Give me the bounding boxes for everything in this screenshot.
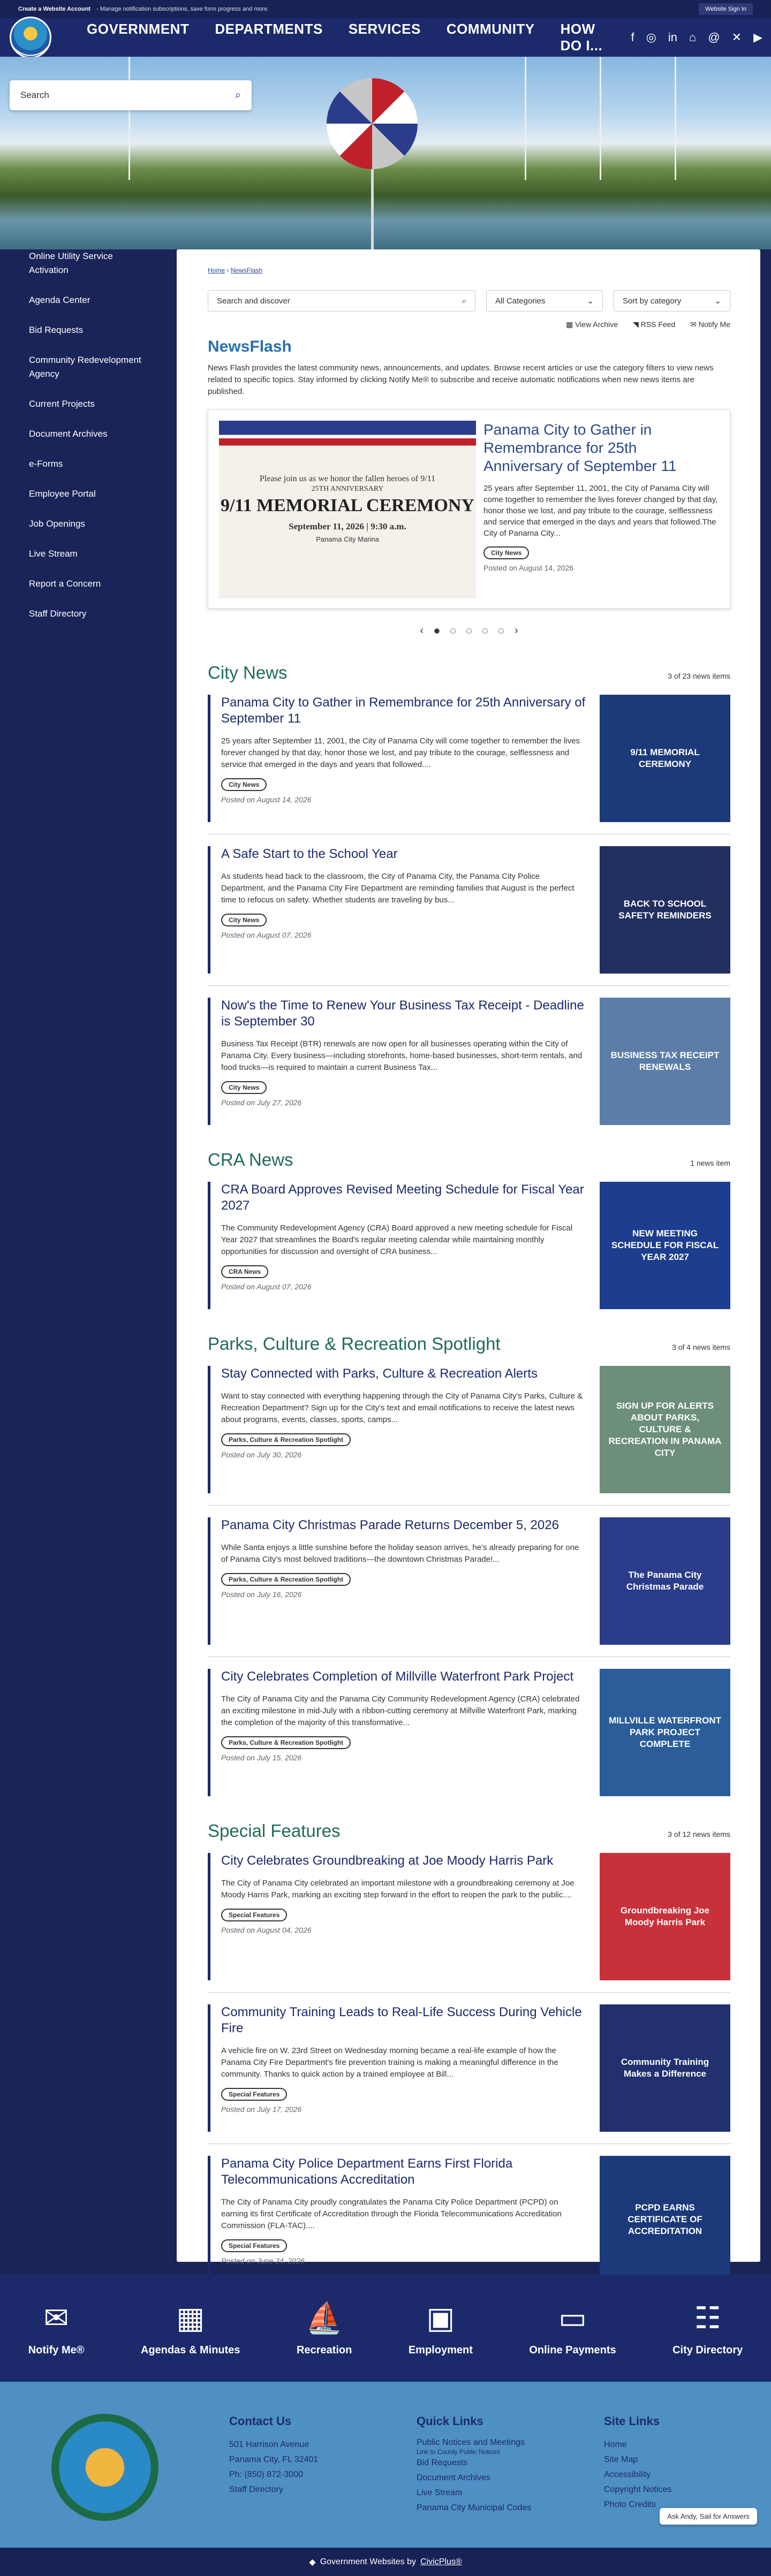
- news-item-body: [221, 2004, 586, 2132]
- sailboat-mast: [128, 57, 130, 180]
- main-nav: [74, 21, 631, 54]
- page-title: NewsFlash: [208, 338, 292, 355]
- category-select-value: All Categories: [495, 296, 546, 306]
- sidebar-item-eforms[interactable]: e-Forms: [29, 459, 63, 469]
- quick-link-label: City Directory: [672, 2344, 743, 2356]
- calendar-icon: ▦: [176, 2300, 205, 2335]
- news-item-body: [221, 695, 586, 822]
- news-item-summary: While Santa enjoys a little sunshine before the holiday season arrives, he's already preparing for one of Panama City's most beloved traditions—the downtown Christmas Parade!...: [221, 1543, 579, 1564]
- category-badge[interactable]: Special Features: [221, 2239, 287, 2252]
- section-title[interactable]: City News: [208, 663, 288, 682]
- address-line: 501 Harrison Avenue: [229, 2440, 309, 2449]
- view-archive-link[interactable]: [566, 320, 618, 329]
- pinwheel-pole: [371, 164, 374, 249]
- news-item-summary: The City of Panama City proudly congratulates the Panama City Police Department (PCPD) on earning its first Certificate of Accreditation through the Florida Telecommunications Accreditation Commission (FLA-TAC)....: [221, 2198, 562, 2230]
- carousel-controls: [208, 625, 730, 637]
- quick-link-recreation[interactable]: [297, 2300, 352, 2357]
- divider: [208, 1992, 730, 1993]
- section-count: 1 news item: [690, 1159, 730, 1167]
- news-item-body: [221, 1182, 586, 1309]
- quick-links-column: [417, 2414, 531, 2516]
- news-item-title[interactable]: Stay Connected with Parks, Culture & Recreation Alerts: [221, 1366, 538, 1381]
- divider: [208, 985, 730, 986]
- site-map-link[interactable]: Site Map: [604, 2455, 638, 2464]
- phone-line[interactable]: Ph: (850) 872-3000: [229, 2470, 303, 2479]
- nav-community[interactable]: COMMUNITY: [446, 21, 535, 37]
- news-item[interactable]: [208, 846, 730, 974]
- hero-banner: [0, 57, 771, 249]
- quick-link-agendas[interactable]: [141, 2300, 240, 2357]
- news-item-thumbnail[interactable]: [600, 2004, 730, 2132]
- archive-icon: ▦: [565, 320, 576, 329]
- featured-text: [483, 421, 719, 597]
- sidebar-nav: [0, 249, 177, 637]
- sidebar-item-staff-directory[interactable]: Staff Directory: [29, 609, 87, 619]
- news-item-body: [221, 1853, 586, 1980]
- posted-date: Posted on July 16, 2026: [221, 1590, 302, 1599]
- news-item-title[interactable]: Now's the Time to Renew Your Business Tax Receipt - Deadline is September 30: [221, 998, 584, 1029]
- thumbnail-caption: BUSINESS TAX RECEIPT RENEWALS: [610, 1050, 720, 1072]
- thumbnail-caption: BACK TO SCHOOL SAFETY REMINDERS: [618, 899, 712, 921]
- public-notices-link[interactable]: Public Notices and Meetings: [417, 2438, 525, 2447]
- briefcase-icon: ▣: [426, 2300, 455, 2335]
- posted-date: Posted on August 14, 2026: [483, 564, 574, 572]
- chevron-down-icon: ⌄: [714, 297, 721, 306]
- news-item-thumbnail[interactable]: [600, 2156, 730, 2283]
- sidebar-item-live-stream[interactable]: Live Stream: [29, 549, 78, 559]
- breadcrumb-current[interactable]: NewsFlash: [230, 267, 263, 274]
- news-item-summary: The City of Panama City celebrated an important milestone with a groundbreaking ceremony at Joe Moody Harris Park, marking an exciting step forward in the effort to reopen the park to the public....: [221, 1879, 575, 1899]
- thumbnail-caption: Groundbreaking Joe Moody Harris Park: [620, 1905, 710, 1927]
- bid-requests-link[interactable]: Bid Requests: [417, 2458, 468, 2467]
- featured-image: [219, 421, 476, 598]
- section-title[interactable]: CRA News: [208, 1150, 293, 1169]
- nav-departments[interactable]: DEPARTMENTS: [215, 21, 323, 37]
- powered-by-bar: [0, 2548, 771, 2576]
- news-item[interactable]: [208, 2004, 730, 2132]
- sidebar-item-job-openings[interactable]: Job Openings: [29, 519, 85, 529]
- featured-summary: 25 years after September 11, 2001, the City of Panama City will come together to remember the lives forever changed by that day, honor those we lost, and pay tribute to the courage, selflessness and service that emerged in the days and years that followed.The City of Panama City...: [483, 484, 718, 538]
- sailboat-mast: [525, 57, 526, 180]
- sidebar-item-cra[interactable]: Community Redevelopment Agency: [29, 355, 141, 379]
- divider: [208, 1505, 730, 1506]
- quick-link-label: Notify Me®: [28, 2344, 85, 2356]
- news-item-thumbnail[interactable]: [600, 1669, 730, 1796]
- quick-link-label: Employment: [408, 2344, 473, 2356]
- news-item-title[interactable]: Panama City Christmas Parade Returns December 5, 2026: [221, 1518, 559, 1532]
- rss-icon: ◥: [633, 320, 641, 329]
- sidebar-item-bid-requests[interactable]: Bid Requests: [29, 325, 84, 335]
- filter-bar: [208, 290, 730, 311]
- quick-link-bar: [0, 2275, 771, 2382]
- chat-widget[interactable]: Ask Andy, Sail for Answers: [660, 2508, 757, 2525]
- page-intro: News Flash provides the latest community news, announcements, and updates. Browse recent articles or use the category filters to view news related to specific topics. Stay informed by clicking Notify Me® to subscribe and receive automatic notifications when new news items are published.: [208, 363, 714, 396]
- youtube-icon[interactable]: ▶: [753, 31, 762, 44]
- carousel-dot[interactable]: [482, 628, 488, 634]
- category-badge[interactable]: Special Features: [221, 2088, 287, 2101]
- search-icon[interactable]: ⌕: [235, 89, 241, 101]
- featured-image-subtitle: Please join us as we honor the fallen heroes of 9/11: [259, 474, 436, 483]
- section-count: 3 of 23 news items: [668, 672, 730, 680]
- site-header: [0, 18, 771, 57]
- news-item-body: [221, 2156, 586, 2283]
- section-count: 3 of 4 news items: [672, 1343, 730, 1351]
- carousel-dot[interactable]: [450, 628, 456, 634]
- news-item-body: [221, 1366, 586, 1493]
- section-count: 3 of 12 news items: [668, 1830, 730, 1838]
- quick-links-heading: Quick Links: [417, 2414, 483, 2428]
- rss-feed-label: RSS Feed: [640, 320, 676, 329]
- sailboat-icon: ⛵: [305, 2300, 343, 2335]
- news-actions: [208, 320, 730, 329]
- x-icon[interactable]: ✕: [731, 31, 742, 44]
- pinwheel-image: [327, 78, 418, 169]
- account-message: [18, 6, 269, 12]
- category-select[interactable]: [486, 290, 603, 311]
- carousel-dot[interactable]: [498, 628, 504, 634]
- nav-services[interactable]: SERVICES: [348, 21, 421, 37]
- section-header: [208, 1334, 730, 1354]
- contact-column: [229, 2414, 318, 2497]
- news-item-summary: The Community Redevelopment Agency (CRA) Board approved a new meeting schedule for Fiscal Year 2027 that streamlines the Board's regular meeting calendar while maintaining monthly opportunities for discussion and oversight of CRA business...: [221, 1224, 573, 1256]
- section-title[interactable]: Parks, Culture & Recreation Spotlight: [208, 1334, 501, 1354]
- news-item-summary: The City of Panama City and the Panama City Community Redevelopment Agency (CRA) celebrated an exciting milestone in mid-July with a ribbon-cutting ceremony at Millville Waterfront Park, marking the completion of the majority of this transformative...: [221, 1694, 580, 1727]
- social-links: [631, 31, 762, 44]
- chevron-right-icon[interactable]: ›: [515, 625, 518, 636]
- news-item[interactable]: [208, 1669, 730, 1796]
- quick-link-employment[interactable]: [409, 2300, 473, 2357]
- thumbnail-caption: 9/11 MEMORIAL CEREMONY: [630, 747, 700, 769]
- thumbnail-caption: NEW MEETING SCHEDULE FOR FISCAL YEAR 2027: [611, 1228, 719, 1262]
- news-item-body: [221, 998, 586, 1125]
- search-icon[interactable]: ⌕: [462, 296, 466, 306]
- posted-date: Posted on August 07, 2026: [221, 1282, 312, 1291]
- carousel-dot[interactable]: [434, 628, 440, 634]
- posted-date: Posted on July 27, 2026: [221, 1098, 302, 1107]
- news-item[interactable]: [208, 998, 730, 1125]
- posted-date: Posted on August 04, 2026: [221, 1926, 312, 1934]
- posted-date: Posted on July 15, 2026: [221, 1753, 302, 1762]
- sailboat-mast: [675, 57, 676, 180]
- city-line: Panama City, FL 32401: [229, 2455, 319, 2464]
- site-footer: [0, 2382, 771, 2548]
- category-badge[interactable]: Parks, Culture & Recreation Spotlight: [221, 1736, 351, 1749]
- live-stream-link[interactable]: Live Stream: [417, 2488, 463, 2497]
- linkedin-icon[interactable]: in: [668, 31, 677, 44]
- category-badge[interactable]: City News: [221, 914, 267, 926]
- news-item-title[interactable]: Panama City to Gather in Remembrance for 25th Anniversary of September 11: [221, 695, 586, 726]
- news-section: [208, 1334, 730, 1796]
- news-item-body: [221, 1517, 586, 1645]
- featured-image-tag: 25TH ANNIVERSARY: [311, 485, 384, 493]
- civicplus-icon: ◆: [309, 2557, 316, 2567]
- news-item-thumbnail[interactable]: [600, 1517, 730, 1645]
- posted-date: Posted on July 17, 2026: [221, 2105, 302, 2114]
- news-item-title[interactable]: CRA Board Approves Revised Meeting Schedule for Fiscal Year 2027: [221, 1182, 584, 1213]
- city-logo[interactable]: [10, 17, 51, 58]
- site-links-column: [604, 2414, 671, 2512]
- news-section: [208, 663, 730, 1125]
- search-input[interactable]: Search: [20, 90, 49, 100]
- notify-me-label: Notify Me: [698, 320, 730, 329]
- site-search[interactable]: [10, 80, 252, 110]
- news-item-body: [221, 1669, 586, 1796]
- news-item-thumbnail[interactable]: [600, 695, 730, 822]
- section-header: [208, 1821, 730, 1841]
- category-badge[interactable]: City News: [483, 546, 529, 559]
- news-item-title[interactable]: Panama City Police Department Earns First Florida Telecommunications Accreditation: [221, 2156, 513, 2187]
- thumbnail-caption: SIGN UP FOR ALERTS ABOUT PARKS, CULTURE & RECREATION IN PANAMA CITY: [608, 1401, 722, 1458]
- news-item-thumbnail[interactable]: [600, 846, 730, 974]
- news-item[interactable]: [208, 695, 730, 822]
- thumbnail-caption: MILLVILLE WATERFRONT PARK PROJECT COMPLETE: [609, 1715, 721, 1749]
- notify-me-link[interactable]: [690, 320, 730, 329]
- news-item-title[interactable]: Community Training Leads to Real-Life Success During Vehicle Fire: [221, 2005, 582, 2035]
- sidebar-item-document-archives[interactable]: Document Archives: [29, 429, 108, 439]
- news-item[interactable]: [208, 1517, 730, 1645]
- news-item-body: [221, 846, 586, 974]
- news-section: [208, 1821, 730, 2283]
- divider: [208, 1656, 730, 1657]
- county-notices-link[interactable]: Link to County Public Notices: [417, 2448, 501, 2456]
- create-account-link[interactable]: Create a Website Account: [18, 6, 91, 12]
- news-item-title[interactable]: A Safe Start to the School Year: [221, 847, 398, 861]
- section-title[interactable]: Special Features: [208, 1821, 341, 1841]
- breadcrumb: Home › NewsFlash: [208, 267, 263, 274]
- news-item[interactable]: [208, 1182, 730, 1309]
- sidebar-item-utility-activation[interactable]: Online Utility Service Activation: [29, 251, 113, 275]
- accessibility-link[interactable]: Accessibility: [604, 2470, 651, 2479]
- featured-title[interactable]: Panama City to Gather in Remembrance for 25th Anniversary of September 11: [483, 421, 677, 474]
- category-badge[interactable]: City News: [221, 778, 267, 791]
- posted-date: Posted on August 14, 2026: [221, 795, 312, 804]
- envelope-icon: ✉: [690, 320, 699, 329]
- section-header: [208, 663, 730, 683]
- quick-link-notify[interactable]: [28, 2300, 85, 2357]
- document-archives-link[interactable]: Document Archives: [417, 2473, 490, 2482]
- news-item[interactable]: [208, 1366, 730, 1493]
- municipal-codes-link[interactable]: Panama City Municipal Codes: [417, 2503, 532, 2512]
- facebook-icon[interactable]: f: [631, 31, 634, 44]
- sort-select-value: Sort by category: [623, 296, 682, 306]
- sign-in-button[interactable]: Website Sign In: [699, 3, 753, 15]
- news-search-placeholder: Search and discover: [217, 296, 290, 306]
- featured-news-card[interactable]: [208, 409, 730, 609]
- address-book-icon: ☷: [694, 2300, 721, 2335]
- carousel-dot[interactable]: [466, 628, 472, 634]
- credit-card-icon: ▭: [558, 2300, 587, 2335]
- category-badge[interactable]: CRA News: [221, 1265, 268, 1278]
- sidebar-item-current-projects[interactable]: Current Projects: [29, 399, 95, 409]
- category-badge[interactable]: Parks, Culture & Recreation Spotlight: [221, 1573, 351, 1586]
- city-seal-logo[interactable]: [51, 2414, 158, 2521]
- envelope-icon: ✉: [43, 2300, 69, 2335]
- rss-feed-link[interactable]: [633, 320, 675, 329]
- instagram-icon[interactable]: ◎: [646, 31, 656, 44]
- contact-heading: Contact Us: [229, 2414, 292, 2428]
- nextdoor-icon[interactable]: ⌂: [689, 31, 697, 44]
- section-header: [208, 1150, 730, 1170]
- news-item-summary: 25 years after September 11, 2001, the City of Panama City will come together to remember the lives forever changed by that day, honor those we lost, and pay tribute to the courage, selflessness and service that emerged in the days and years that followed....: [221, 736, 580, 769]
- featured-image-title: 9/11 MEMORIAL CEREMONY: [220, 496, 475, 515]
- nav-government[interactable]: GOVERNMENT: [87, 21, 190, 37]
- category-badge[interactable]: Parks, Culture & Recreation Spotlight: [221, 1433, 351, 1446]
- news-sections: [208, 663, 730, 2283]
- sort-select[interactable]: [614, 290, 730, 311]
- view-archive-label: View Archive: [575, 320, 618, 329]
- sidebar-item-report-concern[interactable]: Report a Concern: [29, 579, 101, 589]
- breadcrumb-home[interactable]: Home: [208, 267, 225, 274]
- main-content: [177, 249, 760, 2265]
- news-item-summary: A vehicle fire on W. 23rd Street on Wednesday morning became a real-life example of how the Panama City Fire Department's fire prevention training is making a meaningful difference in the community. Thanks to quick action by a trained employee at Bill...: [221, 2046, 558, 2079]
- news-section: [208, 1150, 730, 1309]
- posted-date: Posted on August 07, 2026: [221, 931, 312, 939]
- thumbnail-caption: The Panama City Christmas Parade: [626, 1570, 704, 1592]
- posted-date: Posted on July 30, 2026: [221, 1450, 302, 1459]
- chevron-down-icon: ⌄: [587, 297, 594, 306]
- news-item-thumbnail[interactable]: [600, 1366, 730, 1493]
- posted-date: Posted on June 24, 2026: [221, 2256, 305, 2265]
- account-subtitle: - Manage notification subscriptions, save form progress and more.: [96, 6, 269, 12]
- news-item-thumbnail[interactable]: [600, 1182, 730, 1309]
- nav-how-do-i[interactable]: HOW DO I...: [560, 21, 603, 54]
- news-item-summary: Business Tax Receipt (BTR) renewals are now open for all businesses operating within the City of Panama City. Every business—including storefronts, home-based businesses, short-term rentals, and food trucks—is required to maintain a current Business Tax...: [221, 1039, 583, 1072]
- quick-link-label: Online Payments: [529, 2344, 616, 2356]
- staff-directory-link[interactable]: Staff Directory: [229, 2485, 284, 2494]
- thumbnail-caption: PCPD EARNS CERTIFICATE OF ACCREDITATION: [628, 2202, 702, 2236]
- featured-image-location: Panama City Marina: [316, 535, 379, 543]
- sidebar-item-employee-portal[interactable]: Employee Portal: [29, 489, 96, 499]
- quick-link-directory[interactable]: [672, 2300, 743, 2357]
- news-item-thumbnail[interactable]: [600, 998, 730, 1125]
- news-item-title[interactable]: City Celebrates Groundbreaking at Joe Moody Harris Park: [221, 1853, 554, 1868]
- quick-link-label: Agendas & Minutes: [140, 2344, 240, 2356]
- news-item-title[interactable]: City Celebrates Completion of Millville Waterfront Park Project: [221, 1669, 573, 1684]
- home-link[interactable]: Home: [604, 2440, 627, 2449]
- news-item[interactable]: [208, 2156, 730, 2283]
- photo-credits-link[interactable]: Photo Credits: [604, 2500, 656, 2509]
- site-links-heading: Site Links: [604, 2414, 660, 2428]
- news-item[interactable]: [208, 1853, 730, 1980]
- thumbnail-caption: Community Training Makes a Difference: [621, 2057, 709, 2079]
- news-item-summary: As students head back to the classroom, the City of Panama City, the Panama City Police Department, and the Panama City Fire Department are reminding families that August is the perfect time to refocus on safety. Whether students are traveling by bus...: [221, 872, 575, 905]
- news-search-input[interactable]: [208, 290, 475, 311]
- featured-image-date: September 11, 2026 | 9:30 a.m.: [289, 521, 406, 531]
- chevron-left-icon[interactable]: ‹: [420, 625, 424, 636]
- quick-link-label: Recreation: [297, 2344, 352, 2356]
- category-badge[interactable]: City News: [221, 1081, 267, 1094]
- top-bar: [0, 0, 771, 18]
- category-badge[interactable]: Special Features: [221, 1909, 287, 1921]
- sailboat-mast: [600, 57, 601, 180]
- threads-icon[interactable]: @: [708, 31, 720, 44]
- news-item-summary: Want to stay connected with everything happening through the City of Panama City's Parks, Culture & Recreation Department? Sign up for the City's text and email notifications to receive the latest news about programs, events, classes, sports, camps...: [221, 1392, 583, 1424]
- civicplus-link[interactable]: CivicPlus®: [420, 2557, 462, 2566]
- powered-by-text: Government Websites by: [320, 2557, 417, 2566]
- copyright-link[interactable]: Copyright Notices: [604, 2485, 672, 2494]
- quick-link-payments[interactable]: [529, 2300, 616, 2357]
- sidebar-item-agenda-center[interactable]: Agenda Center: [29, 295, 90, 305]
- news-item-thumbnail[interactable]: [600, 1853, 730, 1980]
